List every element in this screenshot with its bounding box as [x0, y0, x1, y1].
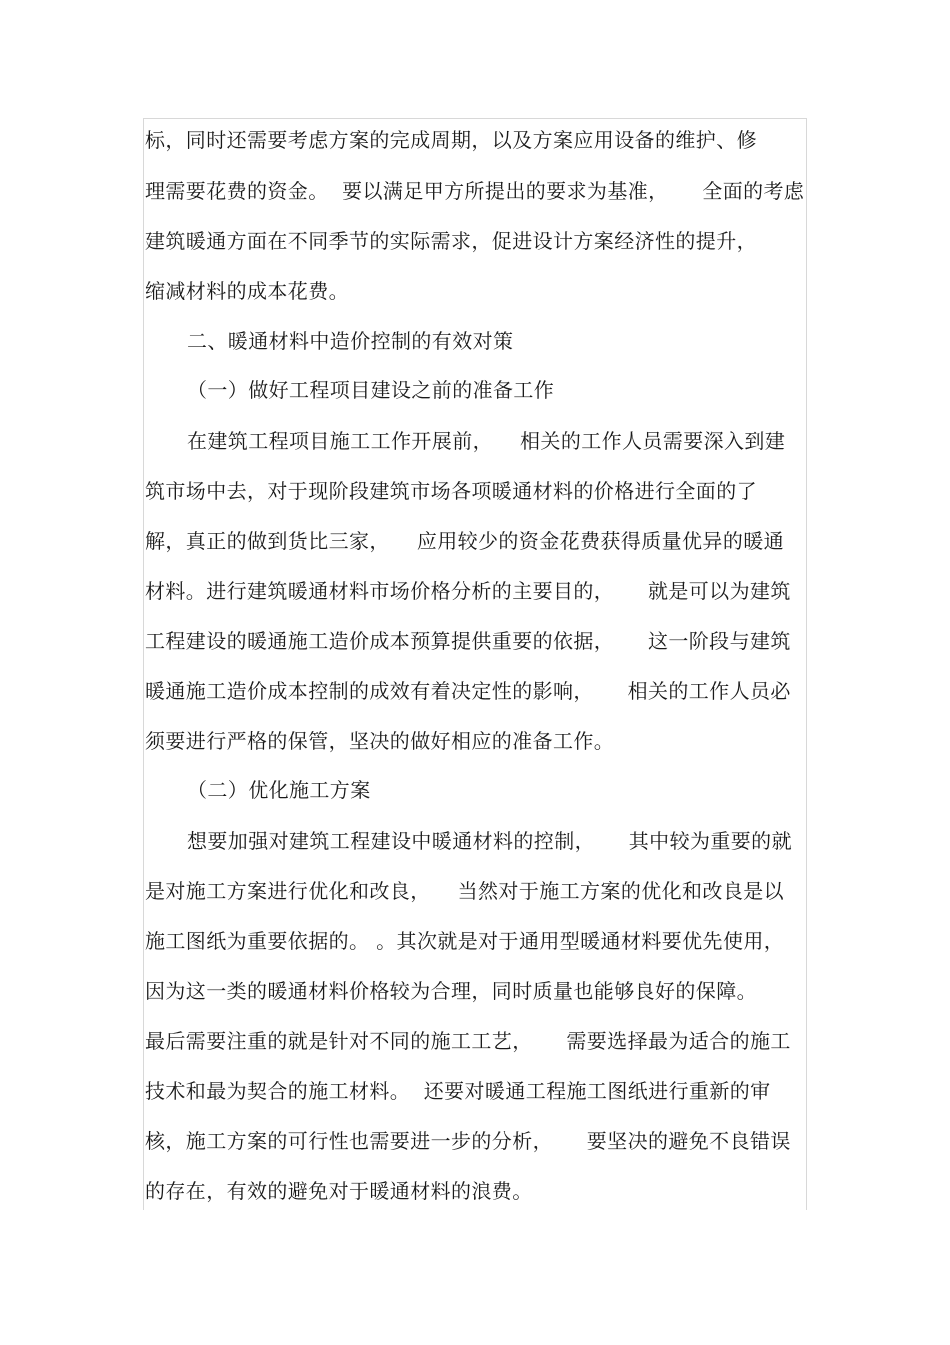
subsection-heading: （一）做好工程项目建设之前的准备工作: [187, 378, 555, 402]
text-line: 的存在，有效的避免对于暖通材料的浪费。: [145, 1179, 533, 1203]
text-line: 须要进行严格的保管，坚决的做好相应的准备工作。: [145, 729, 615, 753]
subsection-heading: （二）优化施工方案: [187, 778, 371, 802]
text-line: 是对施工方案进行优化和改良， 当然对于施工方案的优化和改良是以: [145, 879, 785, 903]
text-line: 技术和最为契合的施工材料。 还要对暖通工程施工图纸进行重新的审: [145, 1079, 771, 1103]
text-line: 工程建设的暖通施工造价成本预算提供重要的依据， 这一阶段与建筑: [145, 629, 791, 653]
section-heading: 二、暖通材料中造价控制的有效对策: [187, 329, 514, 353]
text-line: 核，施工方案的可行性也需要进一步的分析， 要坚决的避免不良错误: [145, 1129, 791, 1153]
text-line: 因为这一类的暖通材料价格较为合理，同时质量也能够良好的保障。: [145, 979, 757, 1003]
paragraph-first-line: 在建筑工程项目施工工作开展前， 相关的工作人员需要深入到建: [187, 429, 786, 453]
text-line: 建筑暖通方面在不同季节的实际需求，促进设计方案经济性的提升，: [145, 229, 757, 253]
text-line: 标，同时还需要考虑方案的完成周期，以及方案应用设备的维护、修: [145, 128, 757, 152]
text-line: 最后需要注重的就是针对不同的施工工艺， 需要选择最为适合的施工: [145, 1029, 791, 1053]
text-line: 理需要花费的资金。 要以满足甲方所提出的要求为基准， 全面的考虑: [145, 179, 805, 203]
text-line: 材料。进行建筑暖通材料市场价格分析的主要目的， 就是可以为建筑: [145, 579, 791, 603]
paragraph-first-line: 想要加强对建筑工程建设中暖通材料的控制， 其中较为重要的就: [187, 829, 792, 853]
text-line: 暖通施工造价成本控制的成效有着决定性的影响， 相关的工作人员必: [145, 679, 791, 703]
text-line: 解，真正的做到货比三家， 应用较少的资金花费获得质量优异的暖通: [145, 529, 785, 553]
text-line: 筑市场中去，对于现阶段建筑市场各项暖通材料的价格进行全面的了: [145, 479, 757, 503]
text-line: 缩减材料的成本花费。: [145, 279, 349, 303]
text-line: 施工图纸为重要依据的。 。其次就是对于通用型暖通材料要优先使用，: [145, 929, 785, 953]
